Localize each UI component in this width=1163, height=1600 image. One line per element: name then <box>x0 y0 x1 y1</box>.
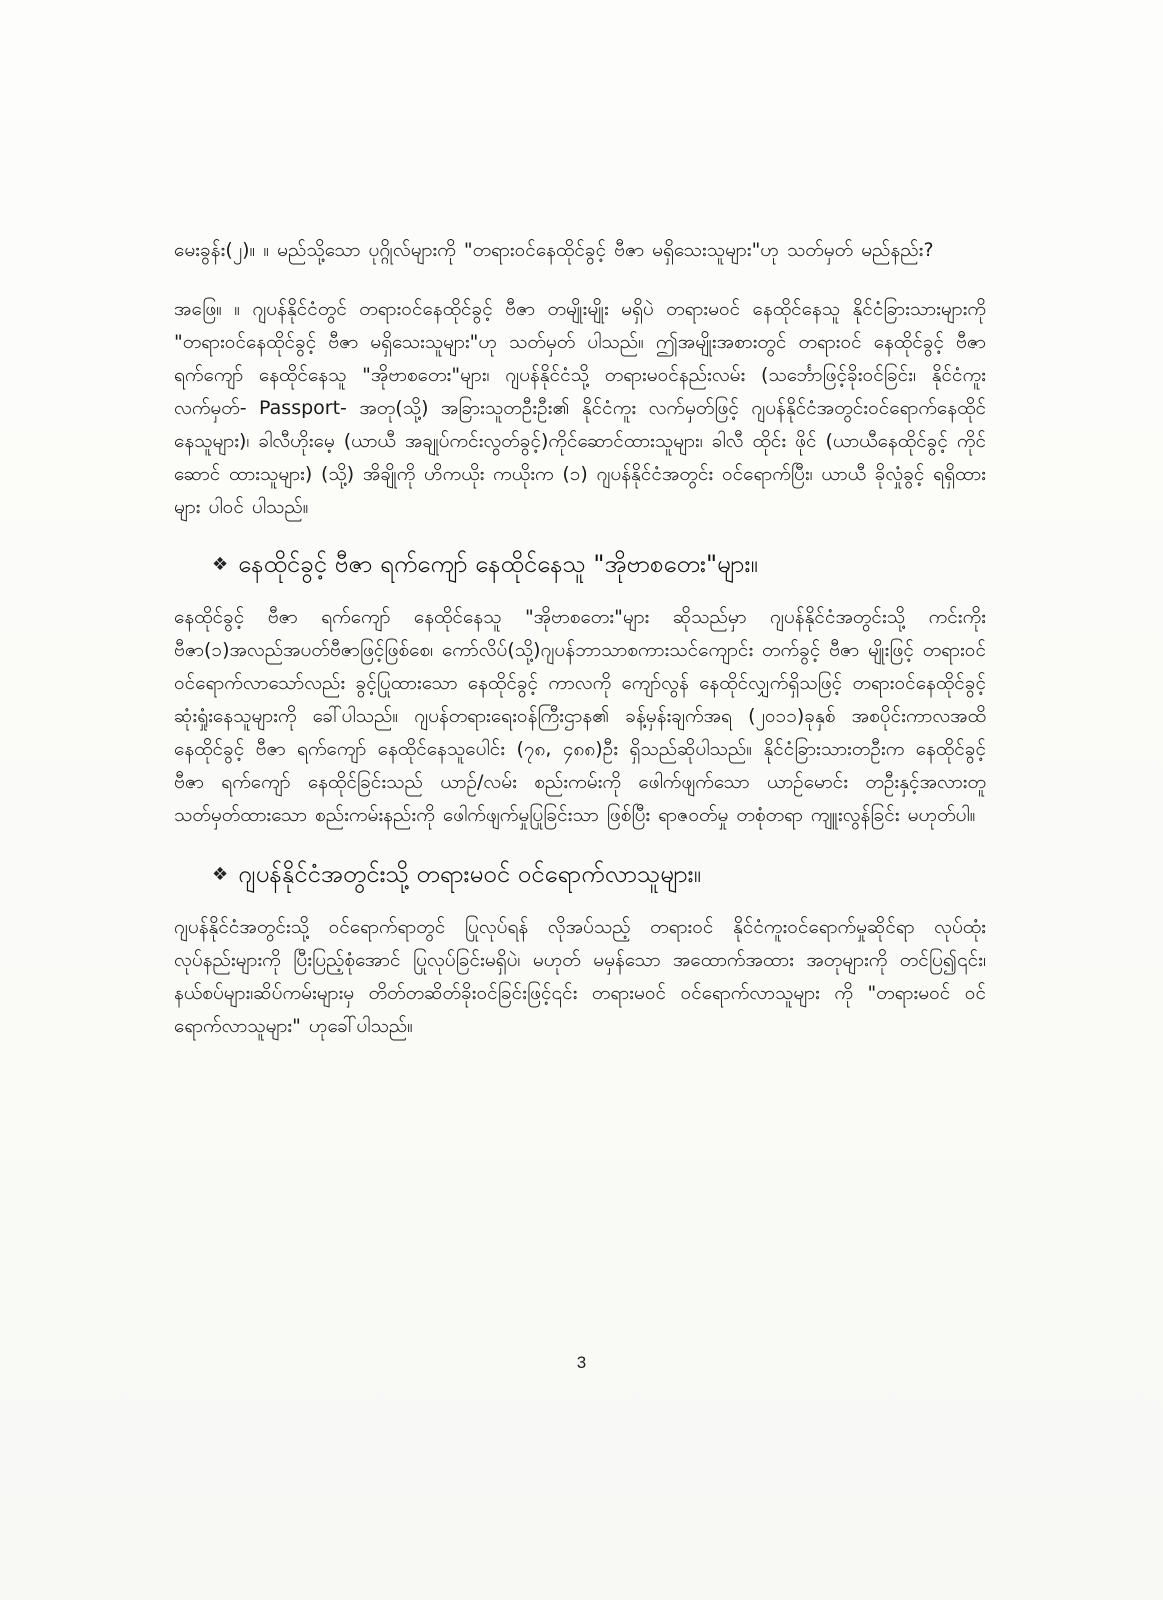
diamond-bullet-icon: ❖ <box>212 864 229 885</box>
section-body-illegal-entry: ဂျပန်နိုင်ငံအတွင်းသို့ ဝင်ရောက်ရာတွင် ပြုလုပ်ရန် လိုအပ်သည့် တရားဝင် နိုင်ငံကူးဝင်ရောက်မှုဆိုင်ရာ လုပ်ထုံး လုပ်နည်းများကို ပြီးပြည့်စုံအောင် ပြုလုပ်ခြင်းမရှိပဲ၊ မဟုတ် မမှန်သော အထောက်အထား အတုများကို တင်ပြ၍၎င်း၊ နယ်စပ်များ၊ဆိပ်ကမ်းများမှ တိတ်တဆိတ်ခိုးဝင်ခြင်းဖြင့်၎င်း တရားမဝင် ဝင်ရောက်လာသူများ ကို "တရားမဝင် ဝင်ရောက်လာသူများ" ဟုခေါ်ပါသည်။ <box>174 916 986 1037</box>
answer-paragraph <box>174 293 986 524</box>
answer-label: အဖြေ။ <box>174 298 222 320</box>
section-heading-overstay <box>174 546 986 583</box>
section-heading-text: ဂျပန်နိုင်ငံအတွင်းသို့ တရားမဝင် ဝင်ရောက်လာသူများ။ <box>238 860 701 888</box>
question-text: ။ မည်သို့သော ပုဂ္ဂိုလ်များကို "တရားဝင်နေထိုင်ခွင့် ဗီဇာ မရှိသေးသူများ"ဟု သတ်မှတ် မည်နည်း? <box>263 239 934 261</box>
question-paragraph <box>174 234 986 267</box>
section-heading-illegal-entry <box>174 856 986 893</box>
section-body-overstay: နေထိုင်ခွင့် ဗီဇာ ရက်ကျော် နေထိုင်နေသူ "အိုဗာစတေး"များ ဆိုသည်မှာ ဂျပန်နိုင်ငံအတွင်းသို့ ကင်းကိုးဗီဇာ(၁)အလည်အပတ်ဗီဇာဖြင့်ဖြစ်စေ၊ ကော်လိပ်(သို့)ဂျပန်ဘာသာစကားသင်ကျောင်း တက်ခွင့် ဗီဇာ မျိုးဖြင့် တရားဝင် ဝင်ရောက်လာသော်လည်း ခွင့်ပြုထားသော နေထိုင်ခွင့် ကာလကို ကျော်လွန် နေထိုင်လျှက်ရှိသဖြင့် တရားဝင်နေထိုင်ခွင့် ဆုံးရှုံးနေသူများကို ခေါ်ပါသည်။ ဂျပန်တရားရေးဝန်ကြီးဌာန၏ ခန့်မှန်းချက်အရ (၂၀၁၁)ခုနှစ် အစပိုင်းကာလအထိ နေထိုင်ခွင့် ဗီဇာ ရက်ကျော် နေထိုင်နေသူပေါင်း (၇၈, ၄၈၈)ဦး ရှိသည်ဆိုပါသည်။ နိုင်ငံခြားသားတဦးက နေထိုင်ခွင့် ဗီဇာ ရက်ကျော် နေထိုင်ခြင်းသည် ယာဉ်/လမ်း စည်းကမ်းကို ဖေါက်ဖျက်သော ယာဉ်မောင်း တဦးနှင့်အလားတူ သတ်မှတ်ထားသော စည်းကမ်းနည်းကို ဖေါက်ဖျက်မှုပြုခြင်းသာ ဖြစ်ပြီး ရာဇဝတ်မှု တစုံတရာ ကျူးလွန်ခြင်း မဟုတ်ပါ။ <box>174 606 986 826</box>
question-label: မေးခွန်း(၂)။ <box>174 239 256 261</box>
page-number: 3 <box>576 1353 587 1372</box>
answer-text: ။ ဂျပန်နိုင်ငံတွင် တရားဝင်နေထိုင်ခွင့် ဗီဇာ တမျိုးမျိုး မရှိပဲ တရားမဝင် နေထိုင်နေသူ နိုင်ငံခြားသားများကို "တရားဝင်နေထိုင်ခွင့် ဗီဇာ မရှိသေးသူများ"ဟု သတ်မှတ် ပါသည်။ ဤအမျိုးအစားတွင် တရားဝင် နေထိုင်ခွင့် ဗီဇာ ရက်ကျော် နေထိုင်နေသူ "အိုဗာစတေး"များ၊ ဂျပန်နိုင်ငံသို့ တရားမဝင်နည်းလမ်း (သင်္ဘောဖြင့်ခိုးဝင်ခြင်း၊ နိုင်ငံကူး လက်မှတ်- Passport- အတု(သို့) အခြားသူတဦးဦး၏ နိုင်ငံကူး လက်မှတ်ဖြင့် ဂျပန်နိုင်ငံအတွင်းဝင်ရောက်နေထိုင် နေသူများ)၊ ခါလီဟိုးမေ့ (ယာယီ အချုပ်ကင်းလွတ်ခွင့်)ကိုင်ဆောင်ထားသူများ၊ ခါလီ ထိုင်း ဖိုင် (ယာယီနေထိုင်ခွင့် ကိုင်ဆောင် ထားသူများ) (သို့) အိချိုကို ဟိကယိုး ကယိုးက (၁) ဂျပန်နိုင်ငံအတွင်း ဝင်ရောက်ပြီး၊ ယာယီ ခိုလှုံခွင့် ရရှိထားများ ပါဝင် ပါသည်။ <box>174 298 986 518</box>
page-content <box>174 234 986 1067</box>
diamond-bullet-icon: ❖ <box>212 554 229 575</box>
section-heading-text: နေထိုင်ခွင့် ဗီဇာ ရက်ကျော် နေထိုင်နေသူ "အိုဗာစတေး"များ။ <box>238 550 758 578</box>
